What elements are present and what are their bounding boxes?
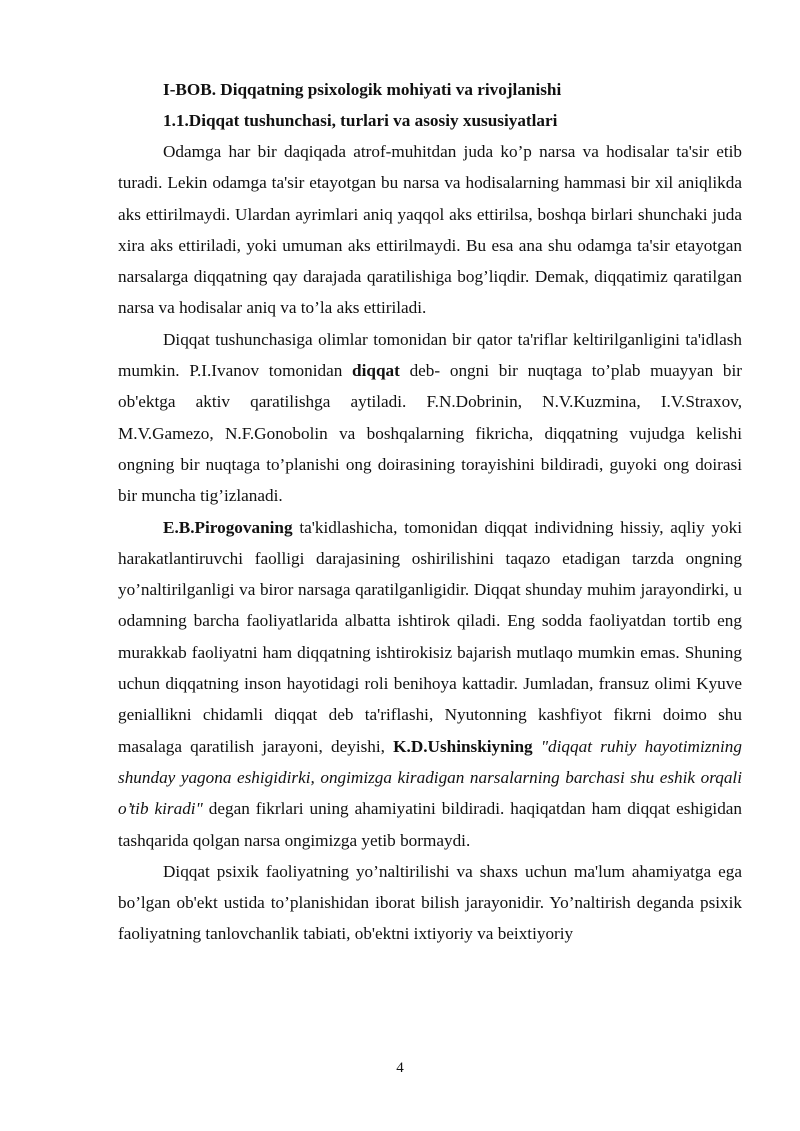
- author-pirogova: E.B.Pirogovaning: [163, 517, 293, 537]
- paragraph-3: [118, 512, 742, 856]
- paragraph-3-text-b: [533, 737, 541, 756]
- paragraph-3-text-c: degan fikrlari uning ahamiyatini bildiradi. haqiqatdan ham diqqat eshigidan tashqarida qolgan narsa ongimizga yetib bormaydi.: [118, 799, 743, 850]
- paragraph-1: Odamga har bir daqiqada atrof-muhitdan juda ko’p narsa va hodisalar ta'sir etib turadi. Lekin odamga ta'sir etayotgan bu narsa va hodisalarning hammasi bir xil aniqlikda aks ettirilmaydi. Ulardan ayrimlari aniq yaqqol aks ettirilsa, boshqa birlari shunchaki juda xira aks ettiriladi, yoki umuman aks ettirilmaydi. Bu esa ana shu odamga ta'sir etayotgan narsalarga diqqatning qay darajada qaratilishiga bog’liqdir. Demak, diqqatimiz qaratilgan narsa va hodisalar aniq va to’la aks ettiriladi.: [118, 142, 742, 318]
- chapter-title: I-BOB. Diqqatning psixologik mohiyati va rivojlanishi: [163, 80, 562, 99]
- paragraph-4: Diqqat psixik faoliyatning yo’naltirilishi va shaxs uchun ma'lum ahamiyatga ega bo’lgan ob'ekt ustida to’planishidan iborat bilish jarayonidir. Yo’naltirish deganda psixik faoliyatning tanlovchanlik tabiati, ob'ektni ixtiyoriy va beixtiyoriy: [118, 861, 742, 944]
- paragraph-2-text-a: Diqqat tushunchasiga olimlar tomonidan bir qator ta'riflar keltirilganligini ta'idlash mumkin. P.I.Ivanov tomonidan: [118, 329, 742, 381]
- paragraph-2-text-b: deb- ongni bir nuqtaga to’plab muayyan bir ob'ektga aktiv qaratilishga aytiladi. F.N.Dobrinin, N.V.Kuzmina, I.V.Straxov, M.V.Gamezo, N.F.Gonobolin va boshqalarning fikricha, diqqatning vujudga kelishi ongning bir nuqtaga to’planishi ong doirasining torayishini bildiradi, guyoki ong doirasi bir muncha tig’izlanadi.: [118, 361, 743, 506]
- page-number: 4: [396, 1060, 404, 1076]
- ushinskiy-quote: "diqqat ruhiy hayotimizning shunday yagona eshigidirki, ongimizga kiradigan narsalarning barchasi shu eshik orqali o’tib kiradi": [118, 736, 742, 819]
- author-ushinskiy: K.D.Ushinskiyning: [393, 736, 533, 756]
- term-diqqat: diqqat: [352, 361, 400, 381]
- document-page: [118, 74, 742, 950]
- section-title: 1.1.Diqqat tushunchasi, turlari va asosiy xususiyatlari: [163, 111, 558, 130]
- paragraph-2: [118, 324, 742, 512]
- paragraph-3-text-a: ta'kidlashicha, tomonidan diqqat individning hissiy, aqliy yoki harakatlantiruvchi faolligi darajasining oshirilishini taqazo etadigan tarzda ongning yo’naltirilganligi va biror narsaga qaratilganligidir. Diqqat shunday muhim jarayondirki, u odamning barcha faoliyatlarida albatta ishtirok qiladi. Eng sodda faoliyatdan tortib eng murakkab faoliyatni ham diqqatning ishtirokisiz bajarish mutlaqo mumkin emas. Shuning uchun diqqatning inson hayotidagi roli benihoya kattadir. Jumladan, fransuz olimi Kyuve geniallikni chidamli diqqat deb ta'riflashi, Nyutonning kashfiyot fikrni doimo shu masalaga qaratilish jarayoni, deyishi,: [118, 517, 742, 756]
